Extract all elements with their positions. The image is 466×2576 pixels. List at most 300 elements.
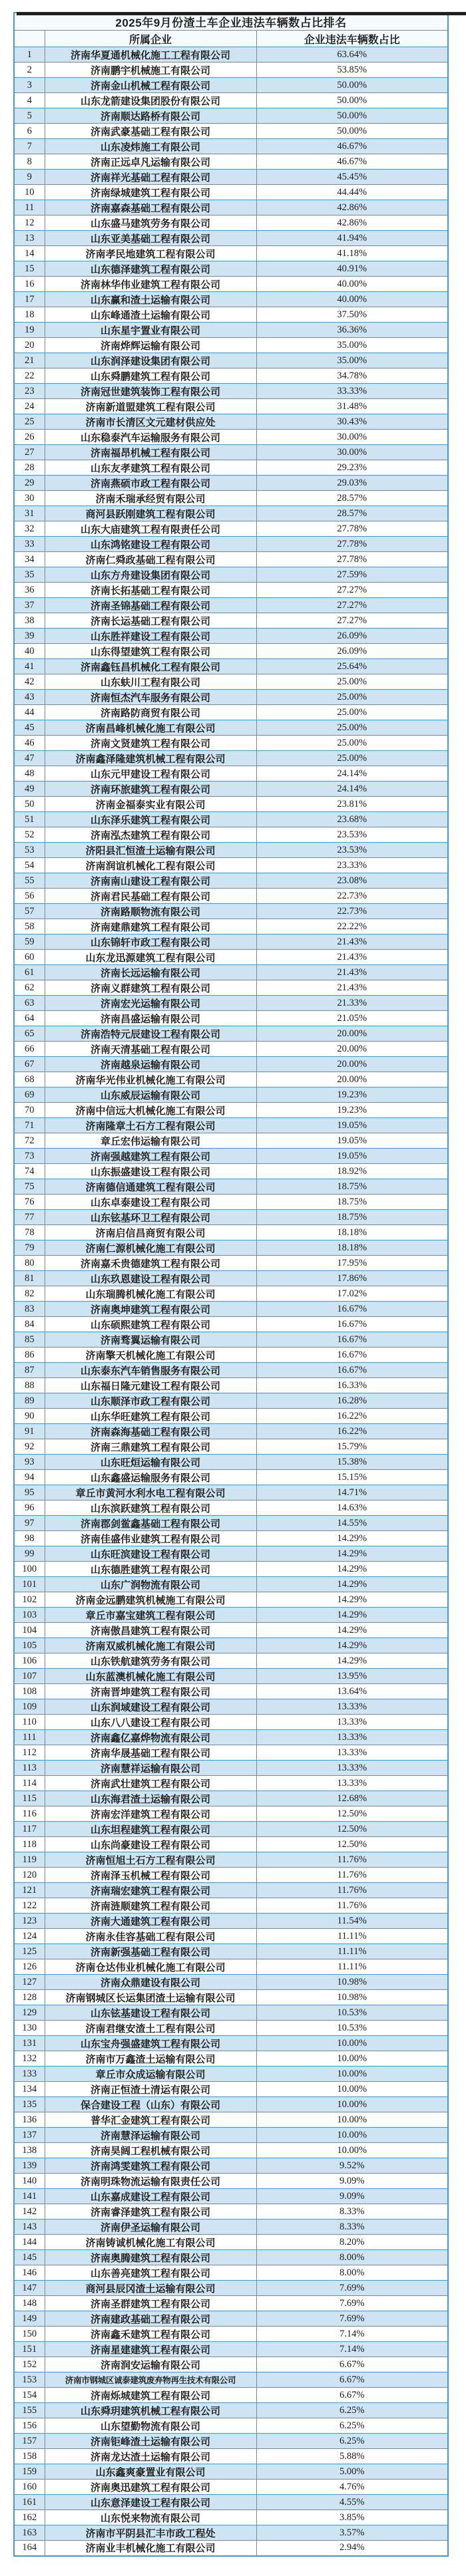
table-row [14,2495,448,2510]
rank-cell: 72 [14,1133,45,1149]
rank-cell: 129 [14,2005,45,2021]
ratio-cell: 22.73% [256,904,448,919]
ratio-cell: 10.00% [256,2036,448,2051]
company-cell: 济南金远鹏建筑机械施工有限公司 [45,1592,256,1608]
company-cell: 济南隆章土石方工程有限公司 [45,1118,256,1133]
table-row [14,797,448,812]
table-row [14,430,448,445]
ratio-cell: 17.02% [256,1286,448,1302]
rank-cell: 154 [14,2388,45,2403]
rank-cell: 55 [14,873,45,889]
table-row [14,1914,448,1929]
table-row [14,1118,448,1133]
table-row [14,1592,448,1608]
ratio-cell: 20.00% [256,1026,448,1042]
rank-cell: 28 [14,460,45,476]
table-row [14,2434,448,2449]
company-cell: 济南永佳容基础工程有限公司 [45,1929,256,1944]
company-cell: 山东尚豪建设工程有限公司 [45,1837,256,1852]
table-row [14,2388,448,2403]
rank-cell: 11 [14,200,45,215]
ratio-cell: 8.20% [256,2235,448,2250]
ratio-cell: 7.69% [256,2311,448,2327]
company-cell: 济南正远卓凡运输有限公司 [45,154,256,170]
ratio-cell: 17.86% [256,1271,448,1286]
ratio-cell: 8.00% [256,2265,448,2281]
table-row [14,1455,448,1470]
rank-cell: 87 [14,1363,45,1378]
rank-cell: 53 [14,843,45,858]
rank-cell: 116 [14,1806,45,1822]
rank-cell: 125 [14,1944,45,1959]
ratio-cell: 10.53% [256,2005,448,2021]
table-row [14,1990,448,2005]
table-row [14,2480,448,2495]
table-row [14,2541,448,2556]
table-row [14,766,448,782]
table-row [14,2357,448,2372]
rank-cell: 82 [14,1286,45,1302]
company-cell: 山东舜玥建筑机械工程有限公司 [45,2403,256,2418]
company-cell: 山东鸿铭建设工程有限公司 [45,537,256,552]
rank-cell: 66 [14,1042,45,1057]
ratio-cell: 28.57% [256,506,448,521]
rank-cell: 144 [14,2235,45,2250]
table-row [14,323,448,338]
ratio-cell: 16.67% [256,1363,448,1378]
table-row [14,2082,448,2097]
company-cell: 山东嘉成建设工程有限公司 [45,2189,256,2204]
company-cell: 山东蓝澳机械化施工有限公司 [45,1669,256,1684]
ratio-cell: 27.59% [256,567,448,583]
company-cell: 济南仁舜政基础工程有限公司 [45,552,256,567]
ratio-cell: 30.43% [256,414,448,430]
ratio-cell: 16.22% [256,1424,448,1439]
table-row [14,1348,448,1363]
company-cell: 山东德泽建筑工程有限公司 [45,261,256,277]
table-row [14,246,448,261]
table-row [14,1883,448,1898]
ratio-cell: 15.15% [256,1470,448,1485]
ratio-cell: 16.28% [256,1393,448,1409]
table-row [14,904,448,919]
company-cell: 济南强越建筑工程有限公司 [45,1149,256,1164]
ratio-cell: 10.00% [256,2067,448,2082]
company-cell: 济南涟顺建筑工程有限公司 [45,1898,256,1914]
company-cell: 济南孝民地建筑工程有限公司 [45,246,256,261]
rank-cell: 48 [14,766,45,782]
rank-cell: 12 [14,215,45,231]
rank-cell: 77 [14,1210,45,1225]
rank-cell: 89 [14,1393,45,1409]
ratio-cell: 11.76% [256,1852,448,1868]
ratio-cell: 31.48% [256,399,448,414]
rank-cell: 67 [14,1057,45,1072]
company-cell: 济南建鼎建筑工程有限公司 [45,919,256,934]
ratio-cell: 21.43% [256,980,448,996]
rank-cell: 44 [14,705,45,720]
table-row [14,1898,448,1914]
table-row [14,2510,448,2525]
company-cell: 济南森海基础工程有限公司 [45,1424,256,1439]
company-cell: 济南文贤建筑工程有限公司 [45,736,256,751]
table-row [14,1302,448,1317]
rank-cell: 137 [14,2128,45,2143]
table-row [14,1393,448,1409]
table-row [14,399,448,414]
rank-cell: 52 [14,827,45,843]
table-row [14,996,448,1011]
company-cell: 山东亚美基础工程有限公司 [45,231,256,246]
company-cell: 济南福昂机械工程有限公司 [45,445,256,460]
rank-cell: 43 [14,690,45,705]
company-cell: 济南昊阔工程机械有限公司 [45,2143,256,2158]
violation-ranking-table [13,12,449,2557]
table-row [14,598,448,613]
rank-cell: 106 [14,1653,45,1669]
ratio-cell: 21.43% [256,934,448,950]
table-row [14,1424,448,1439]
ratio-cell: 12.50% [256,1822,448,1837]
rank-cell: 5 [14,108,45,124]
company-cell: 济南宏洋建筑工程有限公司 [45,1806,256,1822]
table-row [14,843,448,858]
company-cell: 济南顺达路桥有限公司 [45,108,256,124]
company-cell: 济南祥光基础工程有限公司 [45,170,256,185]
ratio-cell: 19.05% [256,1133,448,1149]
ratio-cell: 19.23% [256,1103,448,1118]
table-row [14,47,448,63]
ratio-cell: 10.98% [256,1975,448,1990]
rank-cell: 34 [14,552,45,567]
table-row [14,644,448,659]
ratio-cell: 50.00% [256,78,448,93]
table-row [14,2036,448,2051]
rank-cell: 130 [14,2021,45,2036]
company-cell: 山东舜鹏建筑工程有限公司 [45,368,256,384]
company-cell: 山东卓泰建设工程有限公司 [45,1195,256,1210]
table-row [14,950,448,965]
company-cell: 山东瑞腾机械化施工有限公司 [45,1286,256,1302]
company-cell: 商河县辰冈渣土运输有限公司 [45,2281,256,2296]
company-cell: 山东龙迅源建筑工程有限公司 [45,950,256,965]
table-row [14,368,448,384]
ratio-cell: 21.33% [256,996,448,1011]
rank-cell: 59 [14,934,45,950]
table-row [14,2403,448,2418]
company-cell: 山东铁航建筑劳务有限公司 [45,1653,256,1669]
ratio-cell: 23.08% [256,873,448,889]
rank-cell: 46 [14,736,45,751]
rank-cell: 20 [14,338,45,353]
table-row [14,1149,448,1164]
ratio-cell: 29.03% [256,476,448,491]
company-cell: 山东意泽建设工程有限公司 [45,2495,256,2510]
table-row [14,1531,448,1546]
company-cell: 山东元甲建设工程有限公司 [45,766,256,782]
ratio-cell: 25.00% [256,736,448,751]
ratio-cell: 13.33% [256,1776,448,1791]
table-row [14,980,448,996]
ratio-cell: 14.29% [256,1623,448,1638]
table-row [14,1653,448,1669]
table-row [14,2143,448,2158]
company-cell: 山东德胜建筑工程有限公司 [45,1562,256,1577]
ratio-cell: 18.18% [256,1240,448,1256]
table-row [14,261,448,277]
company-cell: 济南圣群建筑工程有限公司 [45,2296,256,2311]
company-cell: 济南长远运输有限公司 [45,965,256,980]
rank-cell: 126 [14,1959,45,1975]
table-row [14,1501,448,1516]
table-row [14,720,448,736]
company-cell: 济南环旅建筑工程有限公司 [45,782,256,797]
table-row [14,2219,448,2235]
ratio-cell: 41.94% [256,231,448,246]
table-row [14,1715,448,1730]
ratio-cell: 2.94% [256,2541,448,2556]
ratio-cell: 25.00% [256,705,448,720]
company-cell: 山东润域建设工程有限公司 [45,1699,256,1715]
ratio-cell: 10.00% [256,2097,448,2112]
rank-cell: 90 [14,1409,45,1424]
table-row [14,1072,448,1087]
rank-cell: 47 [14,751,45,766]
rank-cell: 136 [14,2112,45,2128]
ratio-cell: 10.00% [256,2051,448,2067]
company-cell: 山东星宇置业有限公司 [45,323,256,338]
company-cell: 济南武壮建筑工程有限公司 [45,1776,256,1791]
table-row [14,2342,448,2357]
page-title: 2025年9月份渣土车企业违法车辆数占比排名 [14,13,448,31]
rank-cell: 140 [14,2174,45,2189]
ratio-cell: 22.22% [256,919,448,934]
table-row [14,338,448,353]
company-cell: 济南业丰机械化施工有限公司 [45,2541,256,2556]
table-head [14,13,448,47]
rank-cell: 133 [14,2067,45,2082]
ratio-cell: 6.25% [256,2418,448,2434]
rank-cell: 100 [14,1562,45,1577]
company-cell: 济南新道盟建筑工程有限公司 [45,399,256,414]
company-cell: 山东润泽建设集团有限公司 [45,353,256,368]
table-row [14,1210,448,1225]
table-row [14,200,448,215]
table-row [14,124,448,139]
ratio-cell: 6.25% [256,2403,448,2418]
company-cell: 济南市钢城区诚泰建筑废弃物再生技术有限公司 [45,2372,256,2388]
ratio-cell: 14.29% [256,1562,448,1577]
company-cell: 济南傲昌建筑工程有限公司 [45,1623,256,1638]
rank-cell: 152 [14,2357,45,2372]
rank-cell: 51 [14,812,45,827]
ratio-cell: 9.52% [256,2158,448,2174]
ratio-cell: 3.57% [256,2525,448,2541]
ratio-cell: 8.00% [256,2250,448,2265]
company-cell: 济南华光伟业机械化施工有限公司 [45,1072,256,1087]
rank-cell: 7 [14,139,45,154]
company-cell: 济南润谊机械化工程有限公司 [45,858,256,873]
company-cell: 济南市长清区文元建材供应处 [45,414,256,430]
company-cell: 山东旺滨建设工程有限公司 [45,1546,256,1562]
rank-cell: 110 [14,1715,45,1730]
rank-cell: 69 [14,1087,45,1103]
ratio-cell: 42.86% [256,215,448,231]
rank-cell: 32 [14,521,45,537]
ratio-cell: 13.33% [256,1761,448,1776]
ratio-cell: 35.00% [256,338,448,353]
table-row [14,1638,448,1653]
table-row [14,1240,448,1256]
ratio-cell: 14.71% [256,1485,448,1501]
rank-cell: 86 [14,1348,45,1363]
rank-cell: 1 [14,47,45,63]
ratio-cell: 37.50% [256,307,448,323]
rank-cell: 26 [14,430,45,445]
company-cell: 济南铸诚机械化施工有限公司 [45,2235,256,2250]
company-cell: 济南大通建筑工程有限公司 [45,1914,256,1929]
table-row [14,78,448,93]
ratio-cell: 14.29% [256,1638,448,1653]
rank-cell: 96 [14,1501,45,1516]
table-row [14,2265,448,2281]
table-row [14,690,448,705]
table-row [14,1776,448,1791]
ratio-cell: 27.27% [256,583,448,598]
table-row [14,215,448,231]
table-row [14,1133,448,1149]
rank-cell: 25 [14,414,45,430]
ratio-cell: 22.73% [256,889,448,904]
table-body [14,47,448,2556]
table-row [14,1837,448,1852]
rank-cell: 101 [14,1577,45,1592]
company-cell: 济南鑫亿嘉烨物流有限公司 [45,1730,256,1745]
rank-cell: 122 [14,1898,45,1914]
company-cell: 济南金山机械工程有限公司 [45,78,256,93]
rank-cell: 10 [14,185,45,200]
ratio-cell: 35.00% [256,353,448,368]
rank-cell: 103 [14,1608,45,1623]
ratio-cell: 40.91% [256,261,448,277]
rank-cell: 95 [14,1485,45,1501]
table-row [14,1164,448,1179]
ratio-cell: 25.00% [256,720,448,736]
company-cell: 济南德信通建筑工程有限公司 [45,1179,256,1195]
table-row [14,1608,448,1623]
ratio-cell: 10.00% [256,2128,448,2143]
company-cell: 济南龙达渣土运输有限公司 [45,2449,256,2464]
ratio-cell: 6.67% [256,2388,448,2403]
company-cell: 山东盛马建筑劳务有限公司 [45,215,256,231]
table-row [14,277,448,292]
rank-cell: 68 [14,1072,45,1087]
ratio-cell: 14.63% [256,1501,448,1516]
ratio-cell: 6.67% [256,2357,448,2372]
rank-cell: 56 [14,889,45,904]
table-row [14,1409,448,1424]
rank-cell: 107 [14,1669,45,1684]
table-row [14,506,448,521]
table-row [14,1179,448,1195]
table-row [14,2189,448,2204]
company-cell: 山东善亮建筑工程有限公司 [45,2265,256,2281]
ratio-cell: 14.29% [256,1546,448,1562]
company-cell: 济南路顺物流有限公司 [45,904,256,919]
company-cell: 济南中信远大机械化施工有限公司 [45,1103,256,1118]
rank-cell: 112 [14,1745,45,1761]
company-cell: 济南润安运输有限公司 [45,2357,256,2372]
company-cell: 济南鸿雯建筑工程有限公司 [45,2158,256,2174]
company-cell: 济阳县汇恒渣土运输有限公司 [45,843,256,858]
company-cell: 济南绿城建筑工程有限公司 [45,185,256,200]
company-cell: 济南建政基础工程有限公司 [45,2311,256,2327]
ratio-cell: 16.22% [256,1409,448,1424]
table-row [14,292,448,307]
table-row [14,1042,448,1057]
company-cell: 山东威辰运输有限公司 [45,1087,256,1103]
ratio-cell: 17.95% [256,1256,448,1271]
rank-cell: 113 [14,1761,45,1776]
ratio-cell: 26.09% [256,644,448,659]
rank-cell: 155 [14,2403,45,2418]
company-cell: 济南市平阴县汇丰市政工程处 [45,2525,256,2541]
ratio-cell: 8.33% [256,2204,448,2219]
company-cell: 济南燕硕市政工程有限公司 [45,476,256,491]
table-row [14,659,448,674]
ratio-cell: 11.76% [256,1868,448,1883]
table-row [14,1087,448,1103]
rank-cell: 143 [14,2219,45,2235]
table-row [14,827,448,843]
rank-cell: 158 [14,2449,45,2464]
company-cell: 山东得望建筑工程有限公司 [45,644,256,659]
rank-cell: 119 [14,1852,45,1868]
ratio-cell: 11.54% [256,1914,448,1929]
ratio-cell: 4.76% [256,2480,448,2495]
ratio-cell: 16.67% [256,1348,448,1363]
rank-cell: 18 [14,307,45,323]
rank-cell: 57 [14,904,45,919]
table-row [14,1378,448,1393]
table-row [14,889,448,904]
company-cell: 山东峰通渣土运输有限公司 [45,307,256,323]
table-row [14,1470,448,1485]
rank-cell: 33 [14,537,45,552]
company-cell: 济南禾瑞承经贸有限公司 [45,491,256,506]
rank-cell: 42 [14,674,45,690]
ratio-cell: 8.33% [256,2219,448,2235]
table-row [14,185,448,200]
ratio-cell: 9.09% [256,2189,448,2204]
ratio-cell: 10.00% [256,2143,448,2158]
table-row [14,2449,448,2464]
ratio-cell: 3.85% [256,2510,448,2525]
rank-cell: 93 [14,1455,45,1470]
company-cell: 济南伊圣运输有限公司 [45,2219,256,2235]
table-row [14,521,448,537]
ratio-cell: 10.00% [256,2082,448,2097]
table-row [14,445,448,460]
rank-cell: 147 [14,2281,45,2296]
company-cell: 山东大庙建筑工程有限责任公司 [45,521,256,537]
ratio-cell: 14.29% [256,1592,448,1608]
company-cell: 商河县跃刚建筑工程有限公司 [45,506,256,521]
table-row [14,1332,448,1348]
ratio-cell: 16.67% [256,1302,448,1317]
company-cell: 济南正恒渣土清运有限公司 [45,2082,256,2097]
ratio-cell: 7.14% [256,2342,448,2357]
